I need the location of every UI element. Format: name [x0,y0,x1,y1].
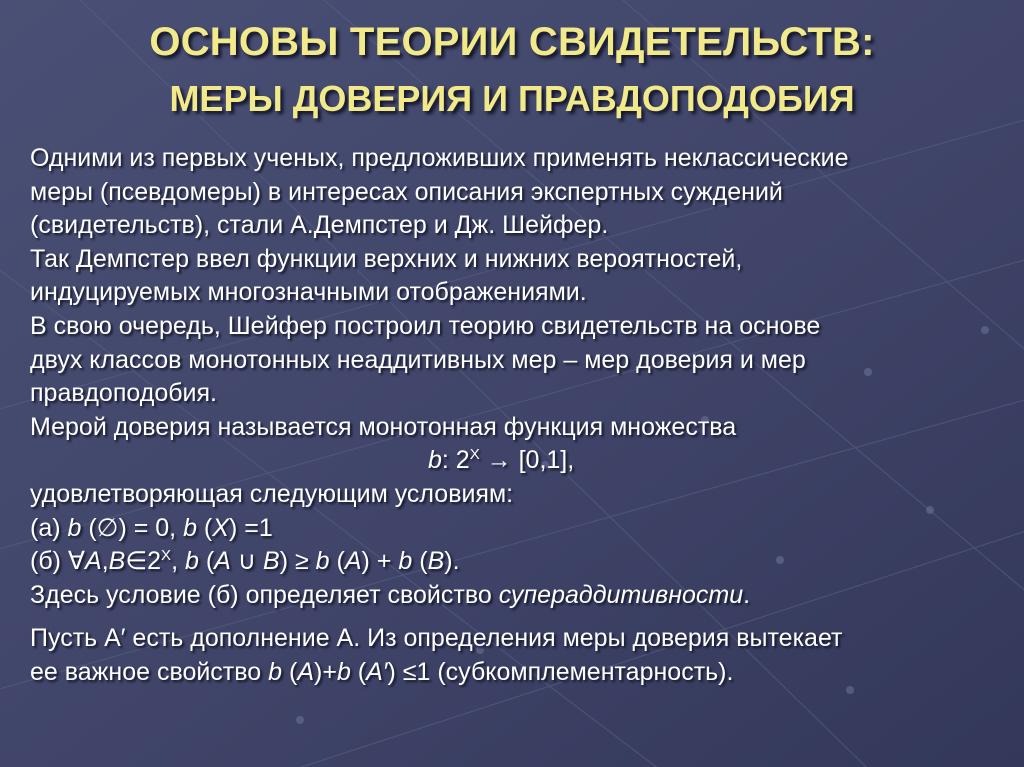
formula-symbol: A [214,547,231,576]
paragraph-line: В свою очередь, Шейфер построил теорию свидетельств на основе [30,311,821,340]
formula-symbol: A [344,547,362,576]
formula-text: → [0,1], [479,446,575,475]
paragraph-line: правдоподобия. [30,379,217,408]
formula-symbol: A [85,547,102,576]
condition-b [30,545,990,579]
formula-text: )+ [314,657,337,686]
formula-symbol: b [67,513,82,542]
formula-symbol: b [183,513,197,542]
formula-symbol: b [268,657,283,686]
formula-symbol: b [428,446,442,475]
condition-label: (б) ∀ [30,547,86,576]
formula-symbol: b [336,657,351,686]
formula-symbol: b [315,547,330,576]
formula-symbol: B [108,547,126,576]
paragraph-text: Здесь условие (б) определяет свойство [30,580,499,609]
formula-symbol: X [212,513,229,542]
term-italic: супераддитивности [498,580,744,609]
formula-text: ( [196,513,213,542]
formula-text: ( [198,547,215,576]
paragraph-line [30,656,990,690]
paragraph-line: (свидетельств), стали А.Демпстер и Дж. Шейфер. [30,211,609,240]
formula-symbol: B [263,547,280,576]
paragraph-line [30,579,990,613]
formula-symbol: b [184,547,199,576]
formula-symbol: A′ [366,657,388,686]
formula-text: ( [282,657,298,686]
formula-line [30,444,990,478]
formula-text: ) + [361,547,399,576]
formula-text: ). [444,547,460,576]
condition-label: (a) [30,513,68,542]
paragraph-line: Одними из первых ученых, предложивших применять неклассические [30,144,849,172]
paragraph-text: ее важное свойство [30,657,269,686]
condition-a [30,512,990,546]
formula-text: ) ≥ [279,547,316,576]
formula-text: (∅) = 0, [81,513,184,542]
formula-superscript: X [469,446,480,464]
formula-symbol: b [398,547,413,576]
slide-body [30,142,990,690]
formula-text: , [171,547,185,576]
formula-text: ∈2 [125,547,162,576]
formula-text: ) ≤1 (субкомплементарность). [387,657,734,686]
formula-symbol: A [297,657,314,686]
slide-subtitle: МЕРЫ ДОВЕРИЯ И ПРАВДОПОДОБИЯ [169,78,855,119]
formula-symbol: B [427,547,445,576]
paragraph-line: Пусть А′ есть дополнение А. Из определения меры доверия вытекает [30,624,843,653]
formula-text: ( [329,547,345,576]
formula-text: ∪ [230,547,264,576]
slide-title: ОСНОВЫ ТЕОРИИ СВИДЕТЕЛЬСТВ: [149,20,875,64]
paragraph-line: Мерой доверия называется монотонная функция множества [30,412,737,441]
paragraph-line: меры (псевдомеры) в интересах описания экспертных суждений [30,177,783,206]
formula-text: ( [412,547,428,576]
formula-text: ( [350,657,367,686]
paragraph-line: индуцируемых многозначными отображениями. [30,278,587,307]
paragraph-line: удовлетворяющая следующим условиям: [30,479,514,508]
formula-superscript: X [161,547,172,565]
paragraph-line: Так Демпстер ввел функции верхних и нижних вероятностей, [30,244,743,273]
formula-text: : 2 [441,446,470,475]
formula-text: , [101,547,109,576]
paragraph-text: . [743,580,751,609]
paragraph-line: двух классов монотонных неаддитивных мер – мер доверия и мер [30,345,806,374]
formula-text: ) =1 [228,513,273,542]
